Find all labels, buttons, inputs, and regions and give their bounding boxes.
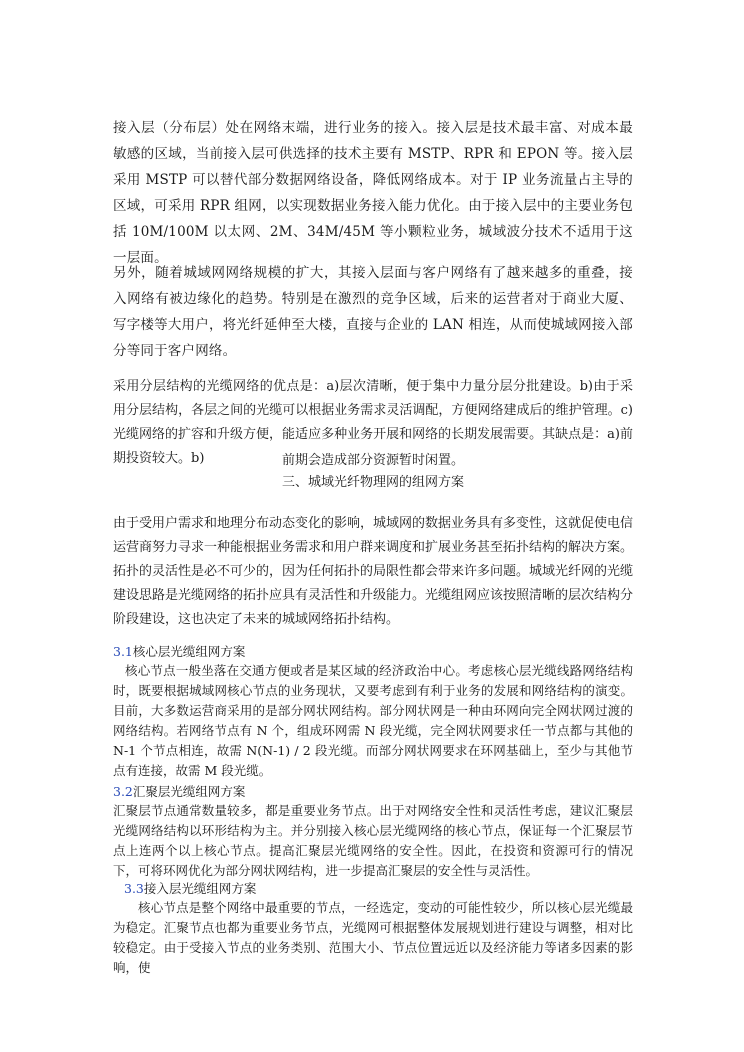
section-body-core: 核心节点一般坐落在交通方便或者是某区域的经济政治中心。考虑核心层光缆线路网络结构时，既要根据城域网核心节点的业务现状，又要考虑到有利于业务的发展和网络结构的演变。目前，大多数运营商采用的是部分网状网结构。部分网状网是一种由环网向完全网状网过渡的网络结构。若网络节点有 N 个，组成环网需 N 段光缆，完全网状网要求任一节点都与其他的 N-1 个节点相连，故需 N(N-1) / 2 段光缆。而部分网状网要求在环网基础上，至少与其他节点有连接，故需 M 段光缆。 — [113, 663, 633, 778]
section-number: 3.3 — [124, 881, 144, 896]
paragraph-pros-cons-tail: 前期会造成部分资源暂时闲置。 — [281, 453, 464, 468]
section-heading-text: 核心层光缆组网方案 — [132, 644, 246, 659]
section-title: 三、城域光纤物理网的组网方案 — [281, 475, 464, 490]
section-heading-text: 汇聚层光缆组网方案 — [132, 784, 246, 799]
section-heading-access — [124, 879, 633, 899]
paragraph-edge-trend: 另外，随着城域网网络规模的扩大，其接入层面与客户网络有了越来越多的重叠，接入网络有被边缘化的趋势。特别是在激烈的竞争区域，后来的运营者对于商业大厦、写字楼等大用户，将光纤延伸至大楼，直接与企业的 LAN 相连，从而使城域网接入部分等同于客户网络。 — [113, 265, 633, 359]
paragraph-access-layer: 接入层（分布层）处在网络末端，进行业务的接入。接入层是技术最丰富、对成本最敏感的区域，当前接入层可供选择的技术主要有 MSTP、RPR 和 EPON 等。接入层采用 MSTP 可以替代部分数据网络设备，降低网络成本。对于 IP 业务流量占主导的区域，可采用 RPR 组网，以实现数据业务接入能力优化。由于接入层中的主要业务包括 10M/100M 以太网、2M、34M/45M 等小颗粒业务，城域波分技术不适用于这一层面。 — [113, 120, 633, 266]
section-body-aggregation: 汇聚层节点通常数量较多，都是重要业务节点。出于对网络安全性和灵活性考虑，建议汇聚层光缆网络结构以环形结构为主。并分别接入核心层光缆网络的核心节点，保证每一个汇聚层节点上连两个以上核心节点。提高汇聚层光缆网络的安全性。因此，在投资和资源可行的情况下，可将环网优化为部分网状网结构，进一步提高汇聚层的安全性与灵活性。 — [113, 803, 633, 878]
section-heading-core — [113, 642, 633, 662]
section-number: 3.2 — [113, 784, 133, 799]
section-number: 3.1 — [113, 644, 133, 659]
section-body-access: 核心节点是整个网络中最重要的节点，一经选定，变动的可能性较少，所以核心层光缆最为稳定。汇聚节点也都为重要业务节点，光缆网可根据整体发展规划进行建设与调整，相对比较稳定。由于受接入节点的业务类别、范围大小、节点位置远近以及经济能力等诸多因素的影响，使 — [113, 900, 633, 975]
paragraph-topology-intro: 由于受用户需求和地理分布动态变化的影响，城域网的数据业务具有多变性，这就促使电信运营商努力寻求一种能根据业务需求和用户群来调度和扩展业务甚至拓扑结构的解决方案。拓扑的灵活性是必不可少的，因为任何拓扑的局限性都会带来许多问题。城域光纤网的光缆建设思路是光缆网络的拓扑应具有灵活性和升级能力。光缆组网应该按照清晰的层次结构分阶段建设，这也决定了未来的城域网络拓扑结构。 — [113, 516, 634, 627]
section-heading-aggregation — [113, 782, 633, 802]
paragraph-pros-cons: 采用分层结构的光缆网络的优点是：a)层次清晰，便于集中力量分层分批建设。b)由于采用分层结构，各层之间的光缆可以根据业务需求灵活调配，方便网络建成后的维护管理。c)光缆网络的扩容和升级方便，能适应多种业务开展和网络的长期发展需要。其缺点是：a)前期投资较大。b) — [113, 379, 633, 466]
section-heading-text: 接入层光缆组网方案 — [143, 881, 257, 896]
